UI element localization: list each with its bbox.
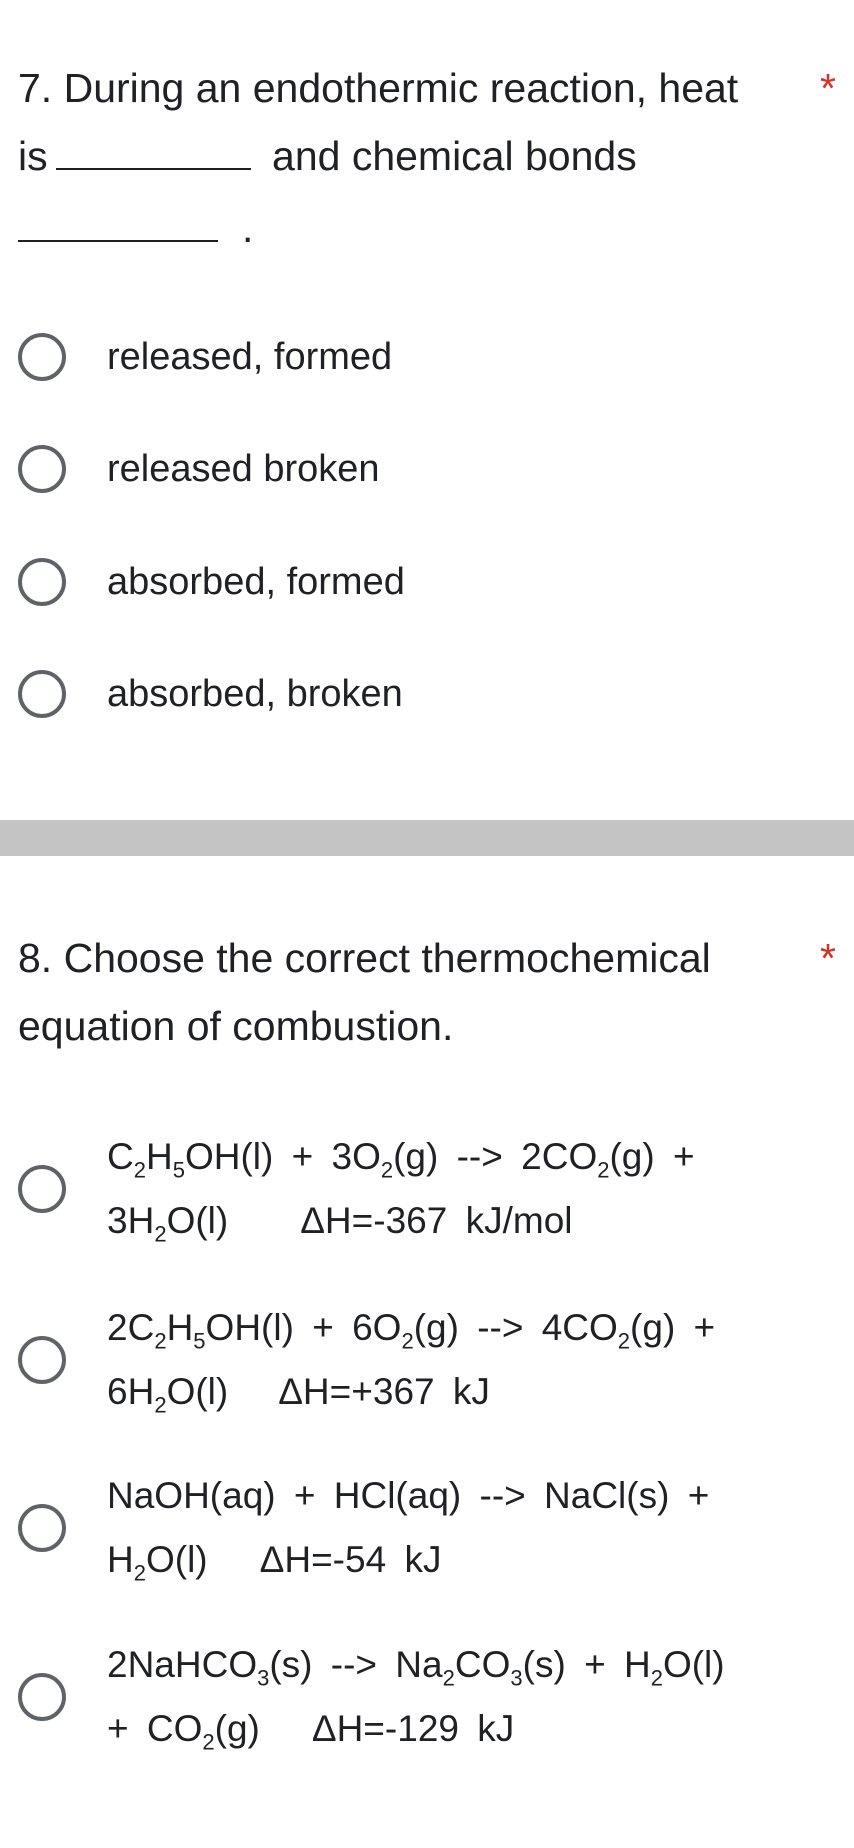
- blank-2: [18, 210, 218, 242]
- radio-button[interactable]: [18, 558, 66, 606]
- equation-products: + $CO_2(g)$: [107, 1708, 260, 1755]
- enthalpy-change: ΔH=-367 kJ/mol: [300, 1200, 573, 1241]
- question-7-title: [18, 54, 836, 262]
- question-7-title-line1: 7. During an endothermic reaction, heat: [18, 65, 739, 111]
- radio-button[interactable]: [18, 445, 66, 493]
- option-label: released broken: [107, 448, 380, 490]
- equation-line2: [107, 1360, 715, 1424]
- q7-option-3[interactable]: [18, 550, 405, 614]
- radio-button[interactable]: [18, 1673, 66, 1721]
- q8-option-4[interactable]: [18, 1633, 725, 1761]
- section-divider: [0, 820, 854, 856]
- equation-line2: [107, 1697, 725, 1761]
- question-7-title-period: .: [242, 205, 254, 251]
- option-label: released, formed: [107, 336, 393, 378]
- q7-option-1[interactable]: [18, 325, 392, 389]
- question-7-title-line3: [18, 194, 766, 262]
- option-label: absorbed, formed: [107, 561, 405, 603]
- option-label: absorbed, broken: [107, 673, 403, 715]
- question-7-title-bonds: and chemical bonds: [272, 133, 637, 179]
- enthalpy-change: ΔH=-54 kJ: [259, 1539, 442, 1580]
- enthalpy-change: ΔH=-129 kJ: [311, 1708, 515, 1749]
- required-asterisk: *: [820, 935, 836, 981]
- radio-button[interactable]: [18, 333, 66, 381]
- q8-option-2[interactable]: [18, 1296, 715, 1424]
- question-8: [0, 924, 854, 1060]
- radio-button[interactable]: [18, 1165, 66, 1213]
- equation-line2: [107, 1189, 695, 1253]
- equation-line1: NaOH(aq) + HCl(aq) --> NaCl(s) +: [107, 1475, 710, 1516]
- radio-button[interactable]: [18, 1504, 66, 1552]
- q7-option-2[interactable]: [18, 437, 380, 501]
- equation-line1: 2NaHCO$_3$(s) --> $Na_2CO_3(s) + H_2O(l)$: [107, 1644, 725, 1691]
- equation-products: $H_2O(l)$: [107, 1539, 208, 1586]
- radio-button[interactable]: [18, 1336, 66, 1384]
- question-8-title: [18, 924, 836, 1060]
- q8-option-3[interactable]: [18, 1464, 709, 1592]
- question-8-title-text: 8. Choose the correct thermochemical equation of combustion.: [18, 935, 711, 1049]
- equation-line2: [107, 1528, 709, 1592]
- q8-option-1[interactable]: [18, 1125, 695, 1253]
- question-7-title-is: is: [18, 133, 48, 179]
- required-asterisk: *: [820, 65, 836, 111]
- radio-button[interactable]: [18, 670, 66, 718]
- equation-line1: $2C_2H_5OH(l) + 6O_2(g)$ --> $4CO_2(g)$ +: [107, 1307, 716, 1354]
- equation-products: $6H_2O(l)$: [107, 1371, 229, 1418]
- q7-option-4[interactable]: [18, 662, 403, 726]
- blank-1: [56, 138, 251, 170]
- equation-label: [107, 1296, 715, 1424]
- question-7-title-line2: [18, 122, 766, 190]
- equation-line1: $C_2H_5OH(l) + 3O_2(g)$ --> $2CO_2(g)$ +: [107, 1136, 695, 1183]
- equation-label: [107, 1125, 695, 1253]
- equation-products: $3H_2O(l)$: [107, 1200, 229, 1247]
- enthalpy-change: ΔH=+367 kJ: [278, 1371, 490, 1412]
- equation-label: [107, 1633, 725, 1761]
- equation-label: [107, 1464, 709, 1592]
- question-7: [0, 54, 854, 262]
